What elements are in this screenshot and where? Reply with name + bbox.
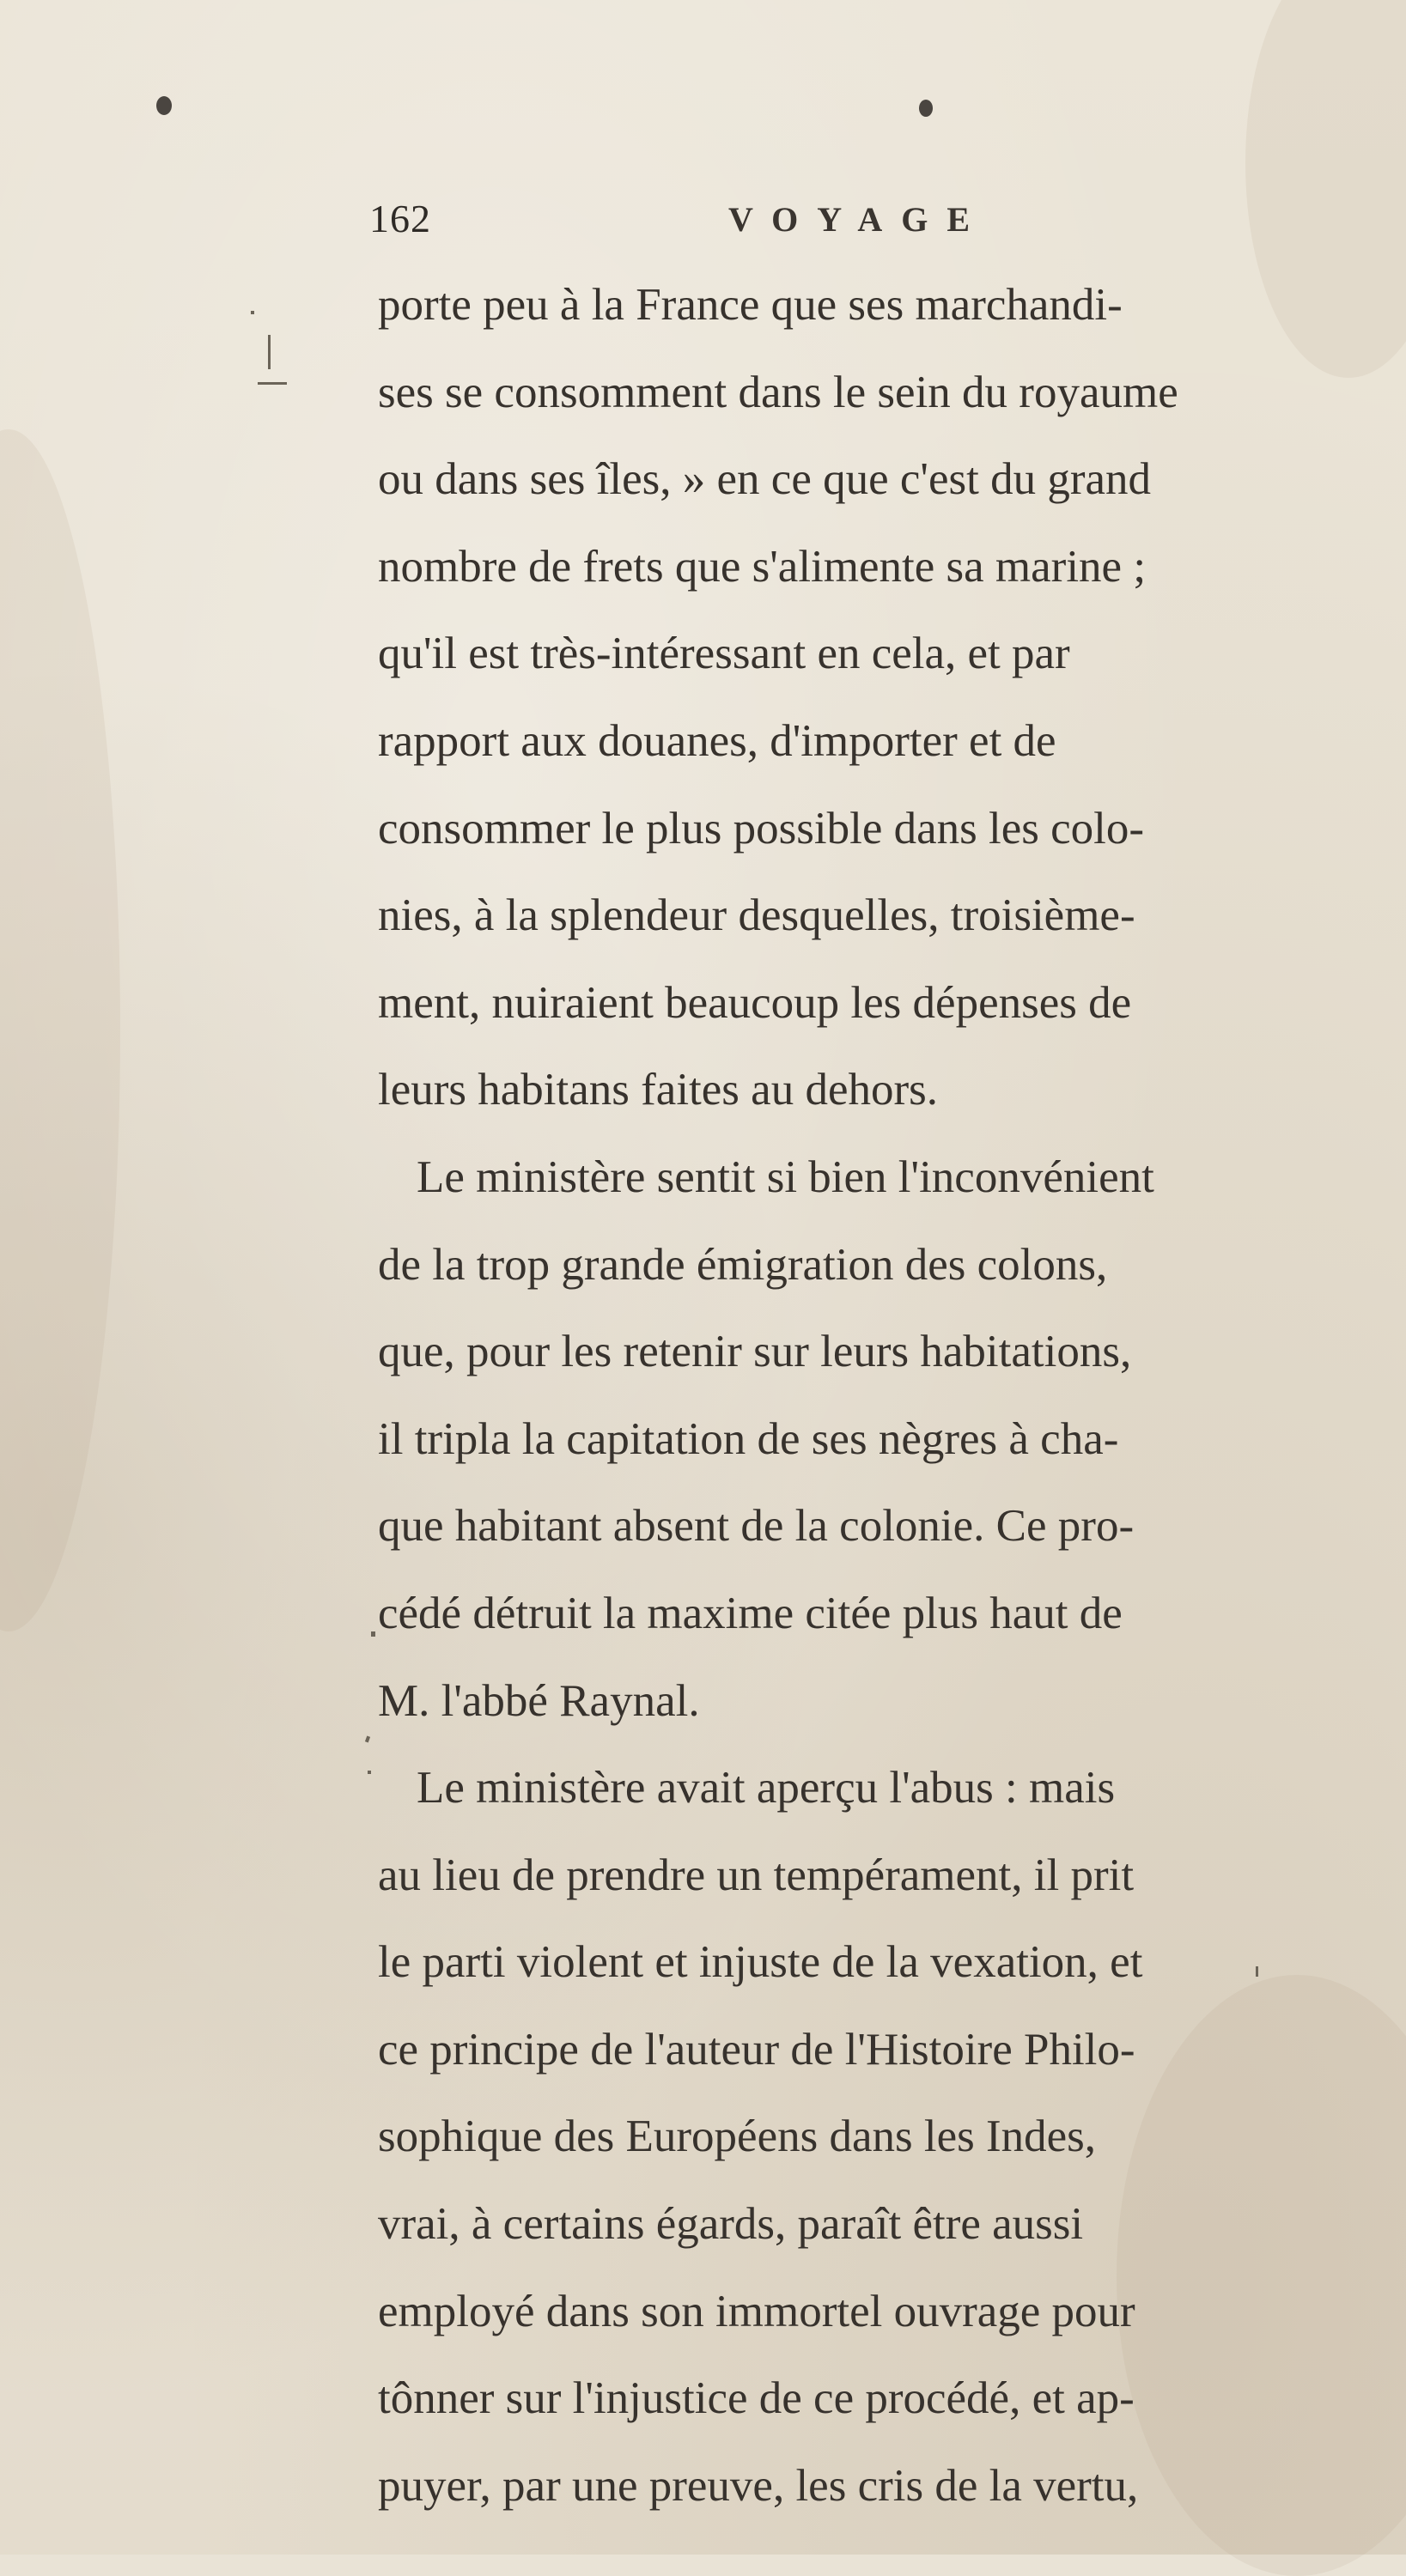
text-line: nombre de frets que s'alimente sa marine ; [378,541,1147,592]
text-line: rapport aux douanes, d'importer et de [378,715,1056,766]
text-line: de la trop grande émigration des colons, [378,1239,1108,1290]
paragraph-start-line: Le ministère sentit si bien l'inconvénient [417,1151,1154,1202]
margin-stroke [268,335,271,369]
text-line: sophique des Européens dans les Indes, [378,2111,1097,2162]
text-line: que habitant absent de la colonie. Ce pro- [378,1501,1135,1552]
binding-hole-dot [156,96,172,115]
running-title: VOYAGE [728,200,989,239]
text-line: M. l'abbé Raynal. [378,1675,700,1726]
text-line: consommer le plus possible dans les colo- [378,803,1145,854]
text-line: le parti violent et injuste de la vexation, et [378,1937,1143,1988]
paragraph-start-line: Le ministère avait aperçu l'abus : mais [417,1763,1116,1814]
text-line: ment, nuiraient beaucoup les dépenses de [378,977,1132,1028]
margin-speck [365,1736,370,1743]
text-line: porte peu à la France que ses marchandi- [378,280,1123,330]
page-number: 162 [369,197,431,240]
text-line: que, pour les retenir sur leurs habitations, [378,1327,1132,1377]
text-line: leurs habitans faites au dehors. [378,1065,938,1115]
text-line: il tripla la capitation de ses nègres à cha- [378,1413,1119,1464]
margin-speck [371,1631,375,1637]
margin-dash [258,382,287,385]
page-header [369,196,1039,256]
text-line: tônner sur l'injustice de ce procédé, et ap- [378,2373,1135,2424]
text-line: au lieu de prendre un tempérament, il prit [378,1850,1135,1900]
text-line: ses se consomment dans le sein du royaume [378,367,1178,417]
text-line: qu'il est très-intéressant en cela, et par [378,629,1070,679]
text-line: nies, à la splendeur desquelles, troisième- [378,890,1135,941]
text-line: cédé détruit la maxime citée plus haut de [378,1588,1123,1638]
text-line: ce principe de l'auteur de l'Histoire Philo- [378,2024,1135,2075]
margin-speck [368,1771,371,1774]
text-line: ou dans ses îles, » en ce que c'est du grand [378,454,1151,505]
text-line: puyer, par une preuve, les cris de la vertu, [378,2460,1139,2511]
text-line: vrai, à certains égards, paraît être aussi [378,2199,1084,2250]
binding-hole-dot [919,100,933,117]
text-line: employé dans son immortel ouvrage pour [378,2286,1135,2336]
body-text [378,262,1391,2530]
margin-speck [251,311,254,314]
paper-stain [0,429,120,1631]
